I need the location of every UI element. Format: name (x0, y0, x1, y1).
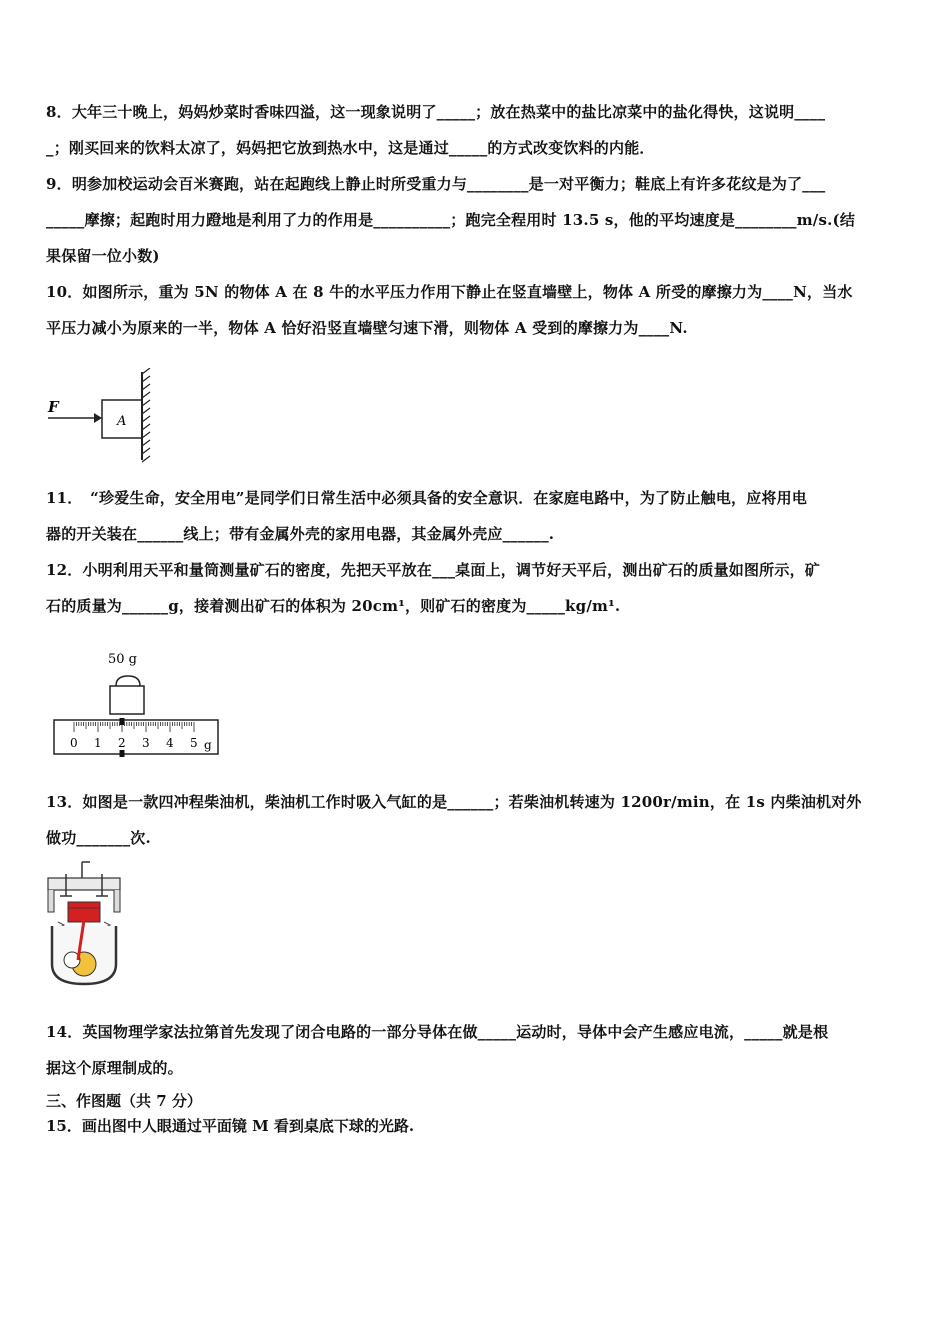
figure-balance-scale (50, 646, 222, 758)
question-9-line-1: 9．明参加校运动会百米赛跑，站在起跑线上静止时所受重力与________是一对平衡力；鞋底上有许多花纹是为了___ (46, 175, 826, 193)
question-12-line-2: 石的质量为______g，接着测出矿石的体积为 20cm¹，则矿石的密度为_____kg/m¹. (46, 597, 621, 615)
figure-diesel-engine (44, 860, 124, 988)
question-11-line-2: 器的开关装在______线上；带有金属外壳的家用电器，其金属外壳应______. (46, 525, 555, 543)
wall-hatching (142, 368, 150, 462)
rider-bottom (120, 750, 125, 757)
question-9 (46, 166, 906, 274)
scale-number: 5 (190, 736, 198, 750)
weight-label: 50 g (108, 652, 137, 667)
force-label: F (48, 398, 59, 416)
question-11-line-1: 11． “珍爱生命，安全用电”是同学们日常生活中必须具备的安全意识．在家庭电路中，为了防止触电，应将用电 (46, 489, 808, 507)
question-14-line-2: 据这个原理制成的。 (46, 1059, 183, 1077)
question-10-line-2: 平压力减小为原来的一半，物体 A 恰好沿竖直墙壁匀速下滑，则物体 A 受到的摩擦力为____N. (46, 319, 688, 337)
question-8 (46, 94, 906, 166)
question-15: 15．画出图中人眼通过平面镜 M 看到桌底下球的光路. (46, 1117, 415, 1135)
scale-number: 4 (166, 736, 174, 750)
question-8-line-2: _；刚买回来的饮料太凉了，妈妈把它放到热水中，这是通过_____的方式改变饮料的内能． (46, 139, 655, 157)
piston (68, 902, 100, 922)
block-label: A (117, 414, 127, 429)
question-13-line-2: 做功_______次. (46, 829, 151, 847)
cylinder-head (48, 878, 120, 890)
scale-number: 1 (94, 736, 102, 750)
question-9-line-2: _____摩擦；起跑时用力蹬地是利用了力的作用是__________；跑完全程用时 13.5 s，他的平均速度是________m/s.(结 (46, 211, 856, 229)
question-8-line-1: 8．大年三十晚上，妈妈炒菜时香味四溢，这一现象说明了_____；放在热菜中的盐比凉菜中的盐化得快，这说明____ (46, 103, 826, 121)
scale-unit: g (204, 738, 212, 752)
question-10 (46, 274, 906, 346)
question-13-line-1: 13．如图是一款四冲程柴油机，柴油机工作时吸入气缸的是______；若柴油机转速为 1200r/min，在 1s 内柴油机对外 (46, 793, 862, 811)
question-14-line-1: 14．英国物理学家法拉第首先发现了闭合电路的一部分导体在做_____运动时，导体中会产生感应电流，_____就是根 (46, 1023, 829, 1041)
figure-block-on-wall (44, 368, 164, 464)
rider-top (120, 718, 125, 725)
question-11 (46, 480, 906, 552)
scale-number: 3 (142, 736, 150, 750)
scale-number: 2 (118, 736, 126, 750)
cylinder-right-wall (114, 890, 120, 912)
question-10-line-1: 10．如图所示，重为 5N 的物体 A 在 8 牛的水平压力作用下静止在竖直墙壁上，物体 A 所受的摩擦力为____N，当水 (46, 283, 853, 301)
scale-number: 0 (70, 736, 78, 750)
question-9-line-3: 果保留一位小数) (46, 247, 160, 265)
weight-block (110, 686, 144, 714)
weight-handle (116, 676, 140, 686)
question-12-line-1: 12．小明利用天平和量筒测量矿石的密度，先把天平放在___桌面上，调节好天平后，测出矿石的质量如图所示，矿 (46, 561, 820, 579)
question-12 (46, 552, 906, 624)
question-13 (46, 784, 906, 856)
question-14 (46, 1014, 906, 1086)
section-3-heading: 三、作图题（共 7 分） (46, 1092, 202, 1110)
force-arrowhead (94, 413, 102, 423)
cylinder-left-wall (48, 890, 54, 912)
